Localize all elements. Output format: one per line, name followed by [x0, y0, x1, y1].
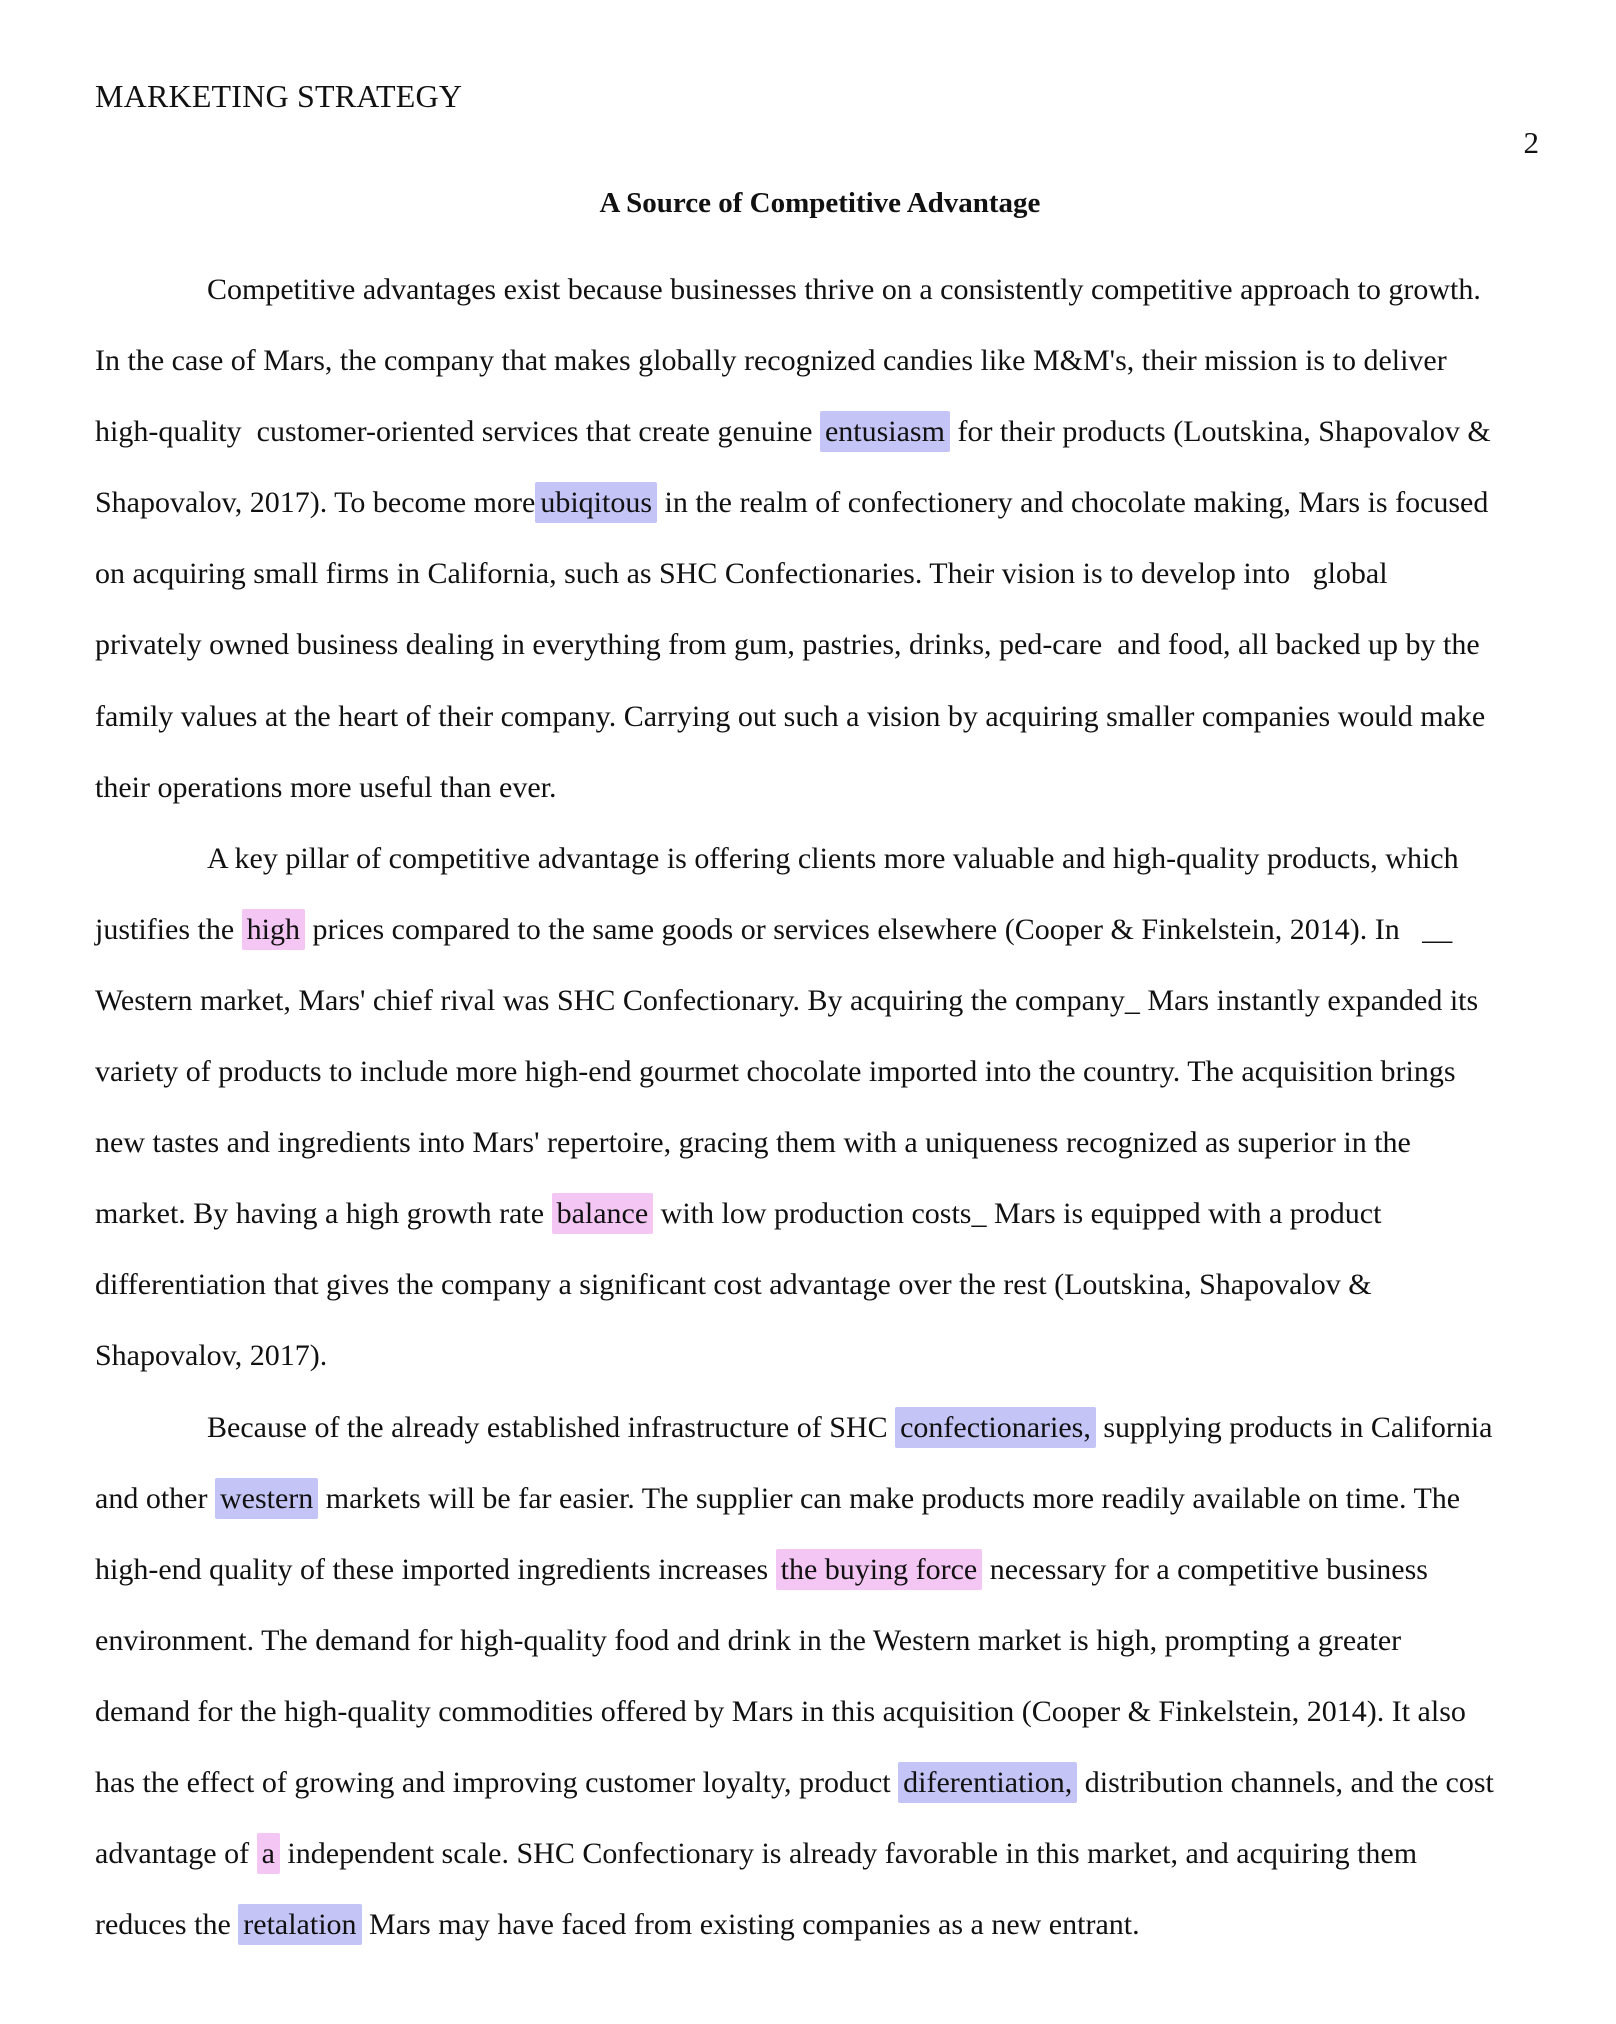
paragraph-3-line [95, 1534, 1555, 1605]
text-run: necessary for a competitive business [982, 1552, 1428, 1586]
paragraph-2-line: new tastes and ingredients into Mars' repertoire, gracing them with a uniqueness recognized as superior in the [95, 1126, 1411, 1160]
paragraph-3-line [95, 1392, 1555, 1463]
paragraph-2-line: variety of products to include more high-end gourmet chocolate imported into the country. The acquisition brings [95, 1055, 1456, 1089]
highlighted-word[interactable]: confectionaries, [895, 1407, 1096, 1448]
paragraph-1-line [95, 396, 1555, 467]
body-text [95, 254, 1555, 1960]
paragraph-3-line [95, 1747, 1555, 1818]
paragraph-3-line [95, 1889, 1555, 1960]
paragraph-2-line: Western market, Mars' chief rival was SHC Confectionary. By acquiring the company_ Mars instantly expanded its [95, 983, 1479, 1017]
paragraph-1-line: their operations more useful than ever. [95, 770, 557, 804]
text-run: prices compared to the same goods or services elsewhere (Cooper & Finkelstein, 2014). In __ [305, 912, 1453, 946]
paragraph-1-line: privately owned business dealing in everything from gum, pastries, drinks, ped-care and food, all backed up by the [95, 628, 1480, 662]
paragraph-1-line: Competitive advantages exist because businesses thrive on a consistently competitive approach to growth. [207, 273, 1481, 306]
text-run: has the effect of growing and improving customer loyalty, product [95, 1765, 899, 1799]
paragraph-2-line: Shapovalov, 2017). [95, 1339, 328, 1373]
paragraph-1-line: family values at the heart of their company. Carrying out such a vision by acquiring smaller companies would make [95, 699, 1486, 733]
text-run: Because of the already established infrastructure of SHC [207, 1410, 896, 1444]
highlighted-word[interactable]: high [242, 909, 305, 950]
paragraph-3-line: demand for the high-quality commodities offered by Mars in this acquisition (Cooper & Finkelstein, 2014). It also [95, 1694, 1466, 1728]
paragraph-2-line [95, 1178, 1555, 1249]
text-run: Mars may have faced from existing companies as a new entrant. [361, 1908, 1140, 1942]
paragraph-2-line: differentiation that gives the company a significant cost advantage over the rest (Loutskina, Shapovalov & [95, 1268, 1372, 1302]
page-number: 2 [1523, 125, 1539, 160]
text-run: in the realm of confectionery and chocolate making, Mars is focused [657, 486, 1489, 520]
highlighted-word[interactable]: a [257, 1833, 280, 1874]
text-run: high-quality customer-oriented services that create genuine [95, 415, 820, 449]
text-run: justifies the [95, 912, 242, 946]
highlighted-word[interactable]: diferentiation, [898, 1762, 1077, 1803]
text-run: supplying products in California [1095, 1410, 1493, 1444]
paragraph-1-line: In the case of Mars, the company that makes globally recognized candies like M&M's, their mission is to deliver [95, 344, 1447, 378]
text-run: high-end quality of these imported ingredients increases [95, 1552, 776, 1586]
paragraph-3-line [95, 1818, 1555, 1889]
section-title: A Source of Competitive Advantage [599, 187, 1041, 219]
paragraph-3-line [95, 1463, 1555, 1534]
paragraph-2-line: A key pillar of competitive advantage is offering clients more valuable and high-quality products, which [207, 841, 1459, 875]
paragraph-1-line [95, 467, 1555, 538]
text-run: markets will be far easier. The supplier can make products more readily available on time. The [318, 1481, 1461, 1515]
text-run: with low production costs_ Mars is equipped with a product [653, 1197, 1382, 1231]
paragraph-2-line [95, 894, 1555, 965]
text-run: reduces the [95, 1908, 239, 1942]
highlighted-word[interactable]: balance [552, 1193, 654, 1234]
text-run: Shapovalov, 2017). To become more [95, 486, 536, 520]
text-run: for their products (Loutskina, Shapovalov & [949, 415, 1491, 449]
paragraph-1-line: on acquiring small firms in California, such as SHC Confectionaries. Their vision is to develop into global [95, 557, 1388, 591]
text-run: and other [95, 1481, 215, 1515]
highlighted-word[interactable]: western [215, 1478, 318, 1519]
text-run: distribution channels, and the cost [1077, 1765, 1494, 1799]
paragraph-3-line: environment. The demand for high-quality food and drink in the Western market is high, prompting a greater [95, 1623, 1402, 1657]
text-run: market. By having a high growth rate [95, 1197, 552, 1231]
running-head: MARKETING STRATEGY [95, 78, 463, 114]
highlighted-word[interactable]: entusiasm [820, 411, 950, 452]
highlighted-word[interactable]: the buying force [776, 1549, 983, 1590]
text-run: independent scale. SHC Confectionary is already favorable in this market, and acquiring them [279, 1837, 1418, 1871]
text-run: advantage of [95, 1837, 257, 1871]
highlighted-word[interactable]: ubiqitous [535, 482, 657, 523]
highlighted-word[interactable]: retalation [238, 1904, 361, 1945]
